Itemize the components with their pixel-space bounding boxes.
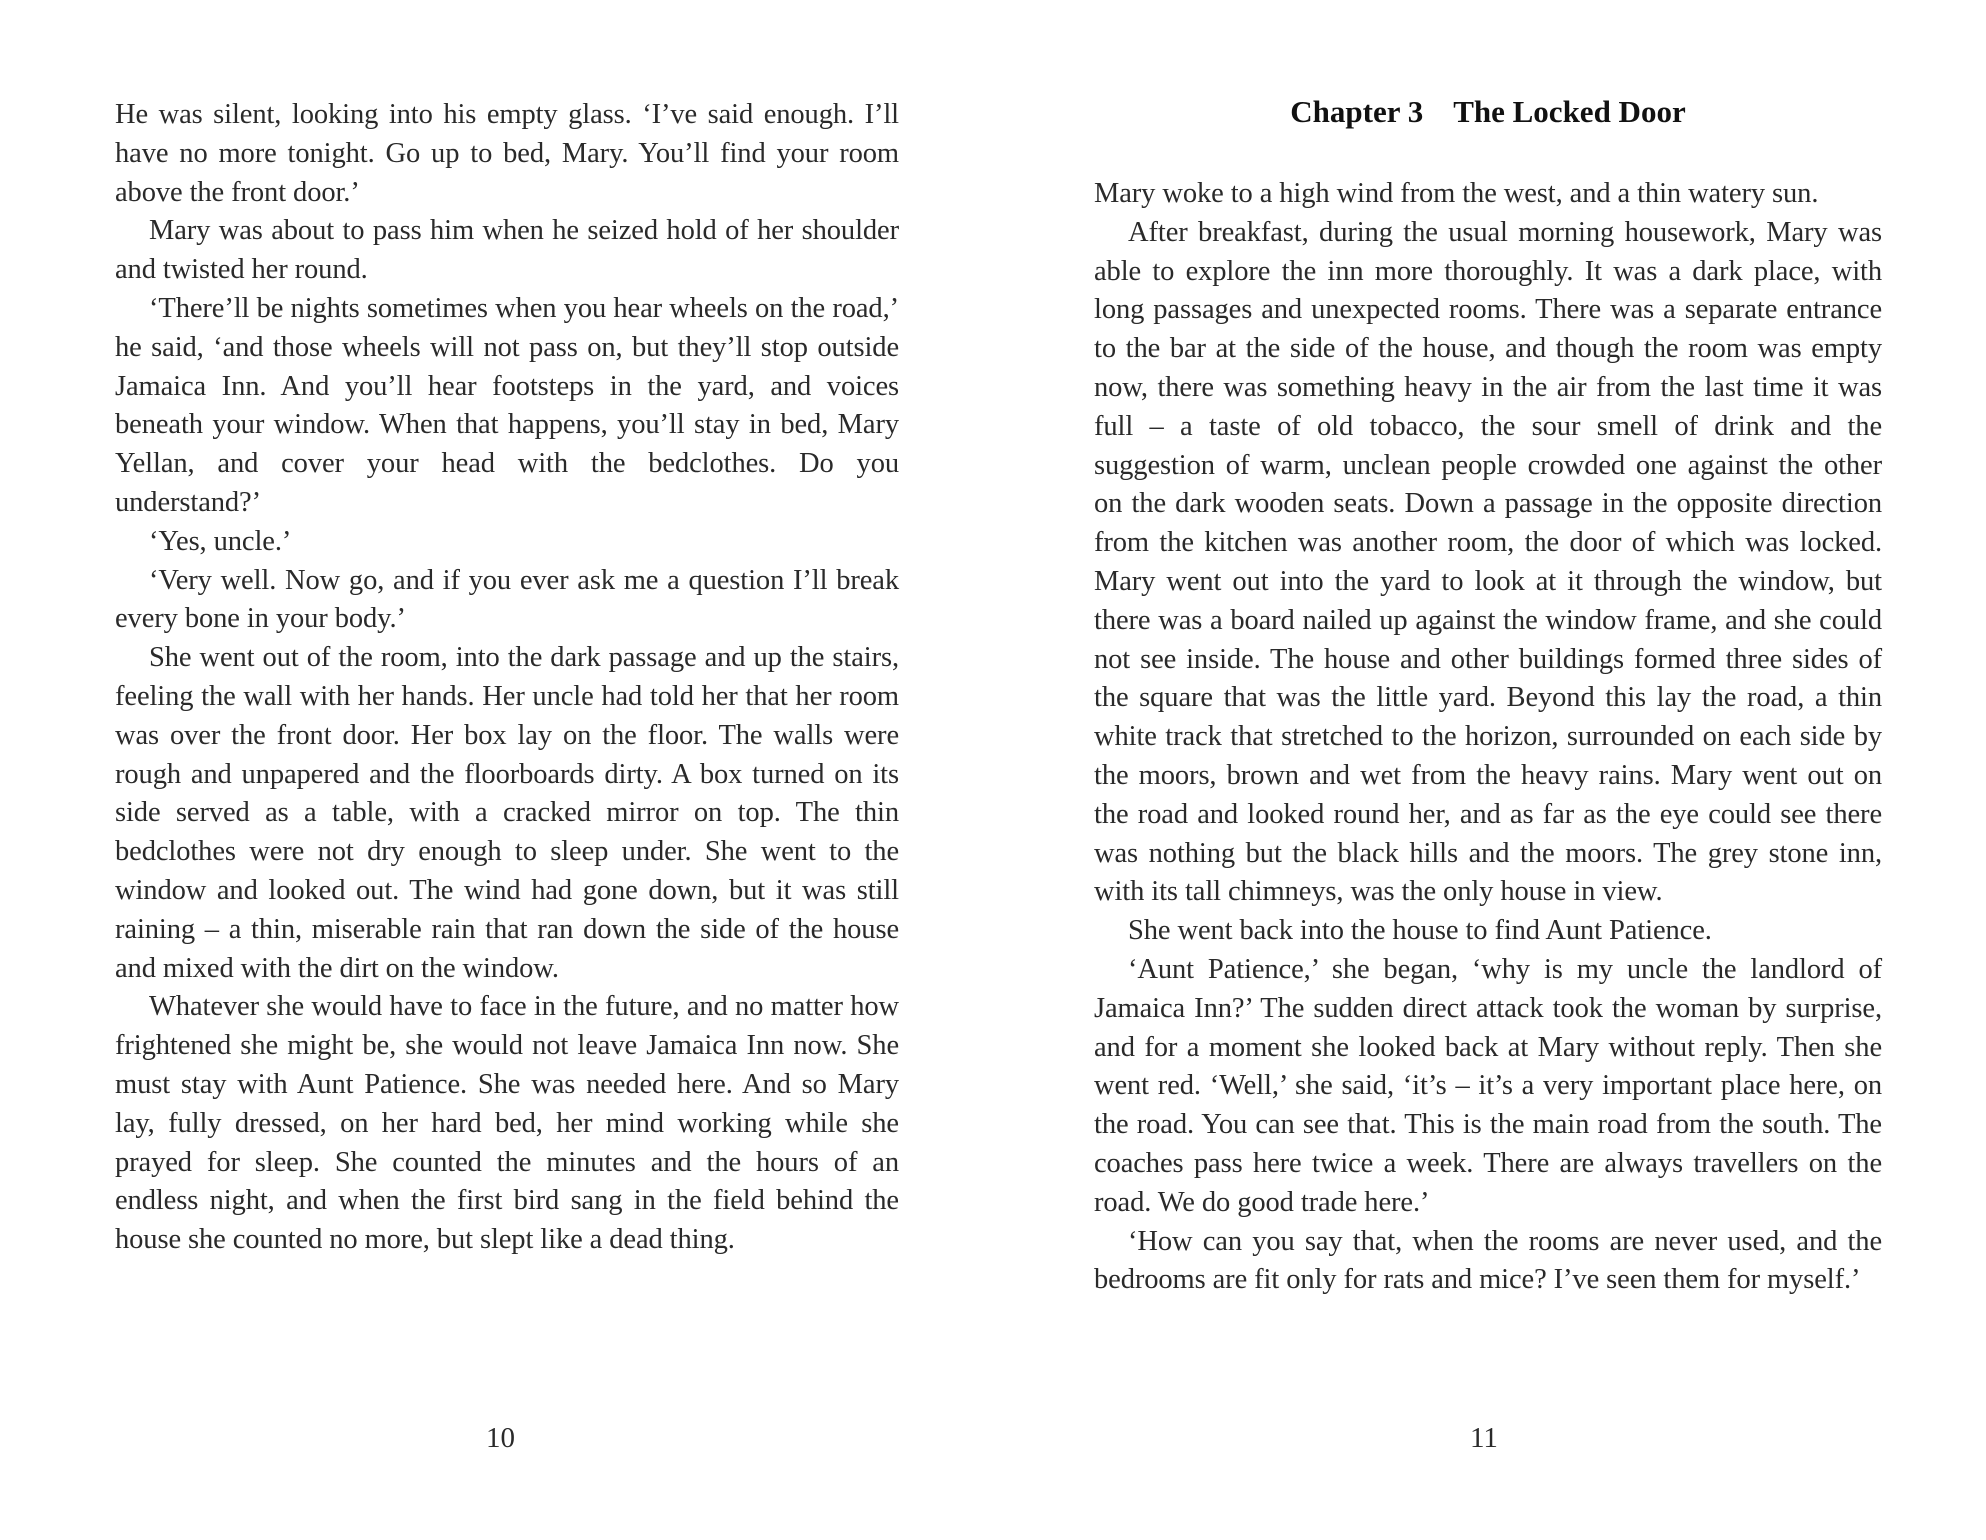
paragraph: She went back into the house to find Aunt Patience. xyxy=(1128,915,1712,947)
paragraph: Mary was about to pass him when he seized hold of her shoulder and twisted her round. xyxy=(115,215,899,286)
right-page xyxy=(1000,0,1986,1540)
paragraph: She went out of the room, into the dark passage and up the stairs, feeling the wall with her hands. Her uncle had told her that her room was over the front door. Her box lay on the floor. The walls were rough and unpapered and the floorboards dirty. A box turned on its side served as a table, with a cracked mirror on top. The thin bedclothes were not dry enough to sleep under. She went to the window and looked out. The wind had gone down, but it was still raining – a thin, miserable rain that ran down the side of the house and mixed with the dirt on the window. xyxy=(115,642,899,984)
chapter-title: The Locked Door xyxy=(1453,94,1686,129)
paragraph: He was silent, looking into his empty glass. ‘I’ve said enough. I’ll have no more tonight. Go up to bed, Mary. You’ll find your room above the front door.’ xyxy=(115,99,899,208)
chapter-label: Chapter 3 xyxy=(1290,94,1424,129)
paragraph: ‘Aunt Patience,’ she began, ‘why is my uncle the landlord of Jamaica Inn?’ The sudden direct attack took the woman by surprise, and for a moment she looked back at Mary without reply. Then she went red. ‘Well,’ she said, ‘it’s – it’s a very important place here, on the road. You can see that. This is the main road from the south. The coaches pass here twice a week. There are always travellers on the road. We do good trade here.’ xyxy=(1094,953,1882,1218)
paragraph: After breakfast, during the usual morning housework, Mary was able to explore the inn more thoroughly. It was a dark place, with long passages and unexpected rooms. There was a separate entrance to the bar at the side of the house, and though the room was empty now, there was something heavy in the air from the last time it was full – a taste of old tobacco, the sour smell of drink and the suggestion of warm, unclean people crowded one against the other on the dark wooden seats. Down a passage in the opposite direction from the kitchen was another room, the door of which was locked. Mary went out into the yard to look at it through the window, but there was a board nailed up against the window frame, and she could not see inside. The house and other buildings formed three sides of the square that was the little yard. Beyond this lay the road, a thin white track that stretched to the horizon, surrounded on each side by the moors, brown and wet from the heavy rains. Mary went out on the road and looked round her, and as far as the eye could see there was nothing but the black hills and the moors. The grey stone inn, with its tall chimneys, was the only house in view. xyxy=(1094,216,1882,908)
paragraph: Mary woke to a high wind from the west, and a thin watery sun. xyxy=(1094,178,1819,209)
paragraph: Whatever she would have to face in the future, and no matter how frightened she might be, she would not leave Jamaica Inn now. She must stay with Aunt Patience. She was needed here. And so Mary lay, fully dressed, on her hard bed, her mind working while she prayed for sleep. She counted the minutes and the hours of an endless night, and when the first bird sang in the field behind the house she counted no more, but slept like a dead thing. xyxy=(115,991,899,1256)
left-page-body xyxy=(115,96,899,1260)
chapter-heading xyxy=(1094,92,1882,132)
paragraph: ‘There’ll be nights sometimes when you hear wheels on the road,’ he said, ‘and those wheels will not pass on, but they’ll stop outside Jamaica Inn. And you’ll hear footsteps in the yard, and voices beneath your window. When that happens, you’ll stay in bed, Mary Yellan, and cover your head with the bedclothes. Do you understand?’ xyxy=(115,292,899,518)
right-page-body xyxy=(1094,175,1882,1300)
paragraph: ‘How can you say that, when the rooms are never used, and the bedrooms are fit only for rats and mice? I’ve seen them for myself.’ xyxy=(1094,1225,1882,1296)
paragraph: ‘Yes, uncle.’ xyxy=(149,525,292,557)
page-number: 11 xyxy=(1470,1422,1498,1454)
paragraph: ‘Very well. Now go, and if you ever ask me a question I’ll break every bone in your body.’ xyxy=(115,564,899,635)
page-number: 10 xyxy=(486,1422,515,1454)
